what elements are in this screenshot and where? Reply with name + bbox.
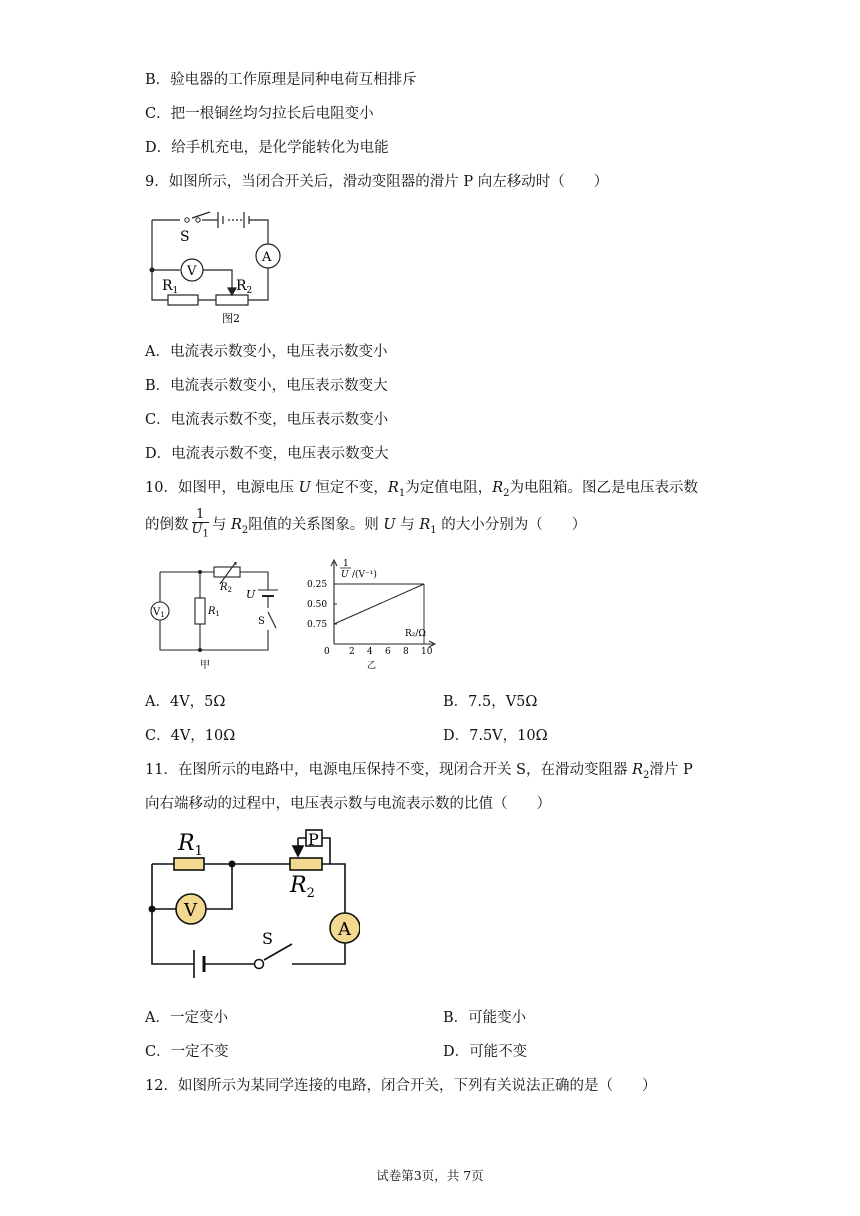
graph-series-line [334,584,424,624]
q8-option-b: B．验电器的工作原理是同种电荷互相排斥 [145,72,417,88]
q10-figure-b-graph [305,556,445,674]
q10-label-r1: $R_1$ [208,606,220,618]
q11-stem-line2: 向右端移动的过程中，电压表示数与电流表示数的比值（ ） [145,796,551,812]
graph-ytick-label: 0.25 [307,580,328,590]
q11-option-d: D．可能不变 [443,1044,528,1060]
q10-label-s: S [258,616,265,627]
graph-ytick-label: 0.50 [307,600,328,610]
graph-ylabel-numerator: 1 [343,559,349,569]
q10-stem-line1: 10．如图甲，电源电压 U 恒定不变，$R_1$为定值电阻，$R_2$为电阻箱。图乙是电压表示数 [145,480,698,499]
q9-voltmeter-label: V [187,264,197,279]
graph-xtick-label: 8 [403,647,409,657]
q10-figure-a-circuit [148,562,288,672]
q9-option-a: A．电流表示数变小，电压表示数变小 [145,344,388,360]
q9-option-c: C．电流表示数不变，电压表示数变小 [145,412,389,428]
q11-voltmeter-label: V [184,900,197,921]
q9-option-b: B．电流表示数变小，电压表示数变大 [145,378,388,394]
q10-option-d: D．7.5V，10Ω [443,728,548,744]
q11-option-a: A．一定变小 [145,1010,228,1026]
q11-label-r1: $R_1$ [178,831,203,859]
graph-origin-label: 0 [324,647,330,657]
q10-reciprocal-fraction: $\frac{1}{U_1}$ [191,507,209,540]
q11-switch-contact [255,960,264,969]
q10-option-b: B．7.5，V5Ω [443,694,538,710]
q9-label-r2: $R_2$ [236,278,253,296]
q9-option-d: D．电流表示数不变，电压表示数变大 [145,446,389,462]
page-footer: 试卷第3页，共 7页 [376,1168,484,1183]
q11-stem-line1: 11．在图所示的电路中，电源电压保持不变，现闭合开关 S，在滑动变阻器 $R_2$滑片 P [145,762,693,781]
q11-label-s: S [262,929,273,948]
q8-option-d: D．给手机充电，是化学能转化为电能 [145,140,389,156]
graph-xtick-label: 4 [367,647,373,657]
q10-figure-a-caption: 甲 [200,660,210,671]
q9-ammeter-label: A [262,250,272,265]
q11-label-r2: $R_2$ [290,873,315,901]
graph-xlabel: R₂/Ω [405,629,426,639]
q9-circuit-diagram [140,206,290,330]
q11-label-p: P [308,830,319,849]
q11-junction-node-2 [229,861,236,868]
q10-figure-b-caption: 乙 [367,661,377,671]
graph-xtick-label: 2 [349,647,355,657]
q9-figure-caption: 图2 [222,312,240,325]
q11-option-c: C．一定不变 [145,1044,229,1060]
q11-junction-node-1 [149,906,156,913]
q10-option-a: A．4V，5Ω [145,694,226,710]
q11-ammeter-label: A [338,919,351,940]
graph-ytick-label: 0.75 [307,620,328,630]
graph-xtick-label: 10 [421,647,433,657]
q12-stem: 12．如图所示为某同学连接的电路，闭合开关，下列有关说法正确的是（ ） [145,1078,657,1094]
q10-voltmeter-label: $V_1$ [153,607,165,619]
q9-label-s: S [180,229,190,245]
q10-label-r2: $R_2$ [220,582,232,594]
graph-ylabel-denominator: U [341,570,349,580]
q10-label-u: U [246,588,256,601]
q9-switch-contact-2 [196,218,200,222]
q10-option-c: C．4V，10Ω [145,728,236,744]
q9-switch-contact-1 [185,218,189,222]
q11-option-b: B．可能变小 [443,1010,527,1026]
q10-stem-line2: 的倒数 $\frac{1}{U_1}$ 与 $R_2$阻值的关系图象。则 U 与 $R_1$ 的大小分别为（ ） [145,507,587,540]
q10-junction-node-1 [198,570,202,574]
graph-xtick-label: 6 [385,647,391,657]
q8-option-c: C．把一根铜丝均匀拉长后电阻变小 [145,106,374,122]
q9-label-r1: $R_1$ [162,278,179,296]
graph-ylabel-unit: /(V⁻¹) [352,570,377,580]
q9-junction-node-1 [150,268,155,273]
q11-circuit-diagram [140,826,360,986]
q9-stem: 9．如图所示，当闭合开关后，滑动变阻器的滑片 P 向左移动时（ ） [145,174,609,190]
q10-junction-node-2 [198,648,202,652]
